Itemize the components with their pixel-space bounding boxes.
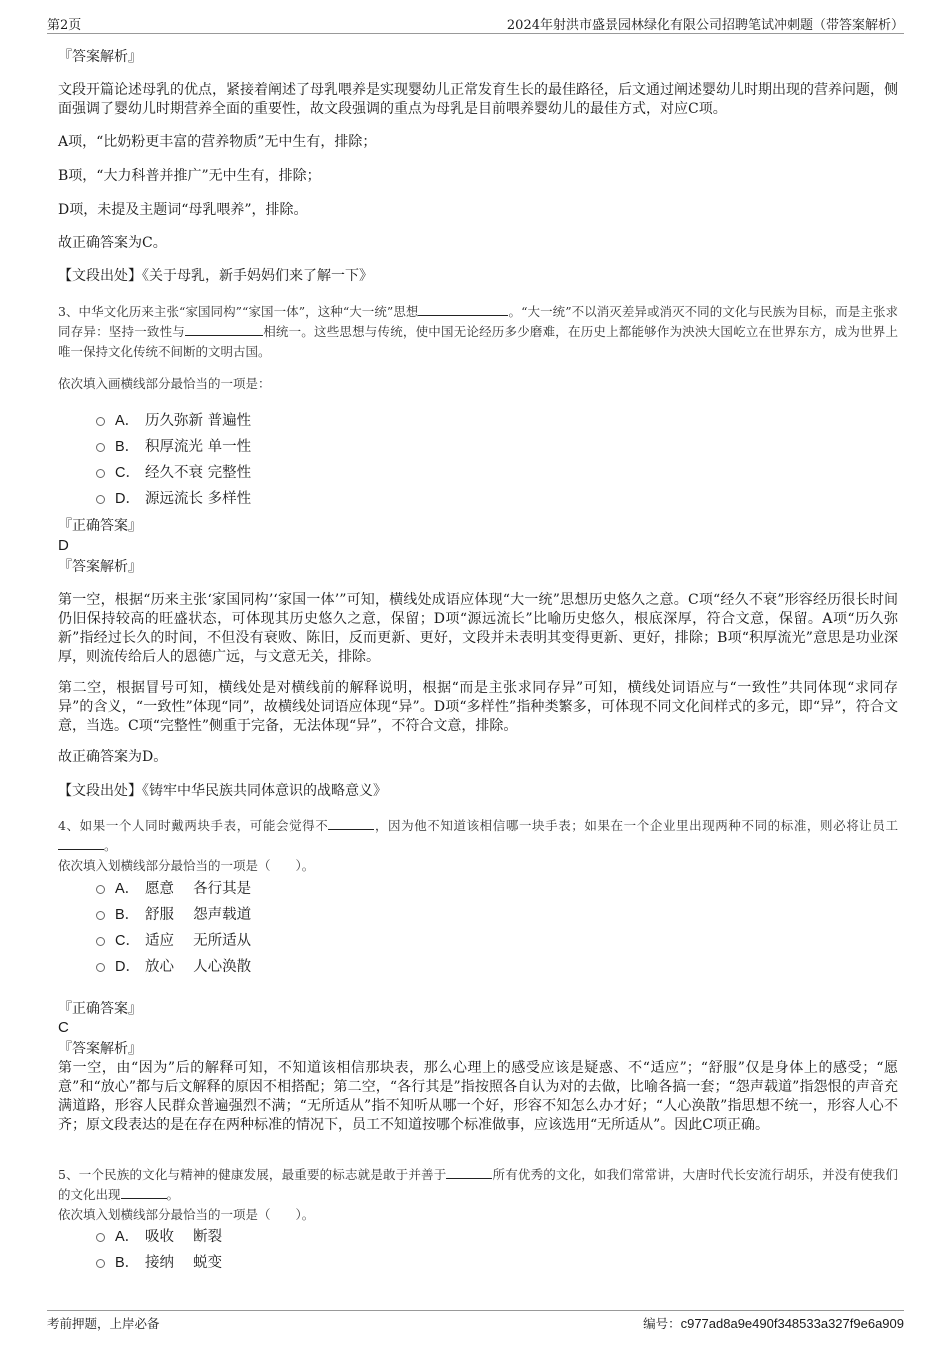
q2-analysis-paragraph-block [58, 81, 898, 119]
q3-analysis-p1-block [58, 591, 898, 667]
q4-analysis-label: 『答案解析』 [58, 1041, 142, 1057]
option-text: 吸收 断裂 [145, 1229, 223, 1245]
q4-correct-label: 『正确答案』 [58, 1001, 142, 1017]
q3-conclusion: 故正确答案为D。 [58, 749, 168, 765]
page-number: 第2页 [47, 18, 82, 33]
q4-option-b[interactable] [96, 904, 251, 926]
q2-option-b-analysis: B项，“大力科普并推广”无中生有，排除； [58, 168, 321, 184]
radio-icon[interactable] [96, 417, 105, 426]
q3-prompt: 依次填入画横线部分最恰当的一项是： [58, 376, 271, 391]
q4-stem-part1: 4、如果一个人同时戴两块手表，可能会觉得不 [58, 818, 329, 833]
q3-stem-text [58, 302, 898, 362]
document-title: 2024年射洪市盛景园林绿化有限公司招聘笔试冲刺题（带答案解析） [506, 18, 904, 33]
option-text: 积厚流光 单一性 [145, 439, 252, 455]
q4-correct-block [58, 1019, 898, 1037]
q2-analysis-label-block [58, 48, 898, 67]
q2-option-d-analysis: D项，未提及主题词“母乳喂养”，排除。 [58, 202, 308, 218]
q3-blank-1 [418, 303, 508, 316]
q4-option-d[interactable] [96, 956, 251, 978]
q3-stem [58, 302, 898, 362]
q3-stem-part2: 。“大一统”不以消灭差异或消灭不同的文化与民族为目标，而是主张求同存异：坚持一致性与 [58, 304, 898, 339]
footer-code [643, 1314, 904, 1332]
q4-prompt: 依次填入划横线部分最恰当的一项是（ ）。 [58, 858, 315, 873]
q3-stem-part3: 相统一。这些思想与传统，使中国无论经历多少磨难，在历史上都能够作为泱泱大国屹立在世界东方，成为世界上唯一保持文化传统不间断的文明古国。 [58, 324, 898, 359]
option-letter: A． [115, 1229, 140, 1245]
q3-stem-part1: 3、中华文化历来主张“家国同构”“家国一体”，这种“大一统”思想 [58, 304, 419, 319]
option-text: 历久弥新 普遍性 [145, 413, 252, 429]
q3-correct-answer: D [58, 537, 69, 554]
radio-icon[interactable] [96, 495, 105, 504]
footer-divider [47, 1310, 904, 1311]
q2-source: 【文段出处】《关于母乳，新手妈妈们来了解一下》 [58, 268, 373, 284]
radio-icon[interactable] [96, 443, 105, 452]
q3-analysis-label-block [58, 558, 898, 577]
q5-stem [58, 1165, 898, 1205]
q5-stem-text [58, 1165, 898, 1205]
q5-prompt-block [58, 1205, 898, 1225]
option-text: 源远流长 多样性 [145, 491, 252, 507]
radio-icon[interactable] [96, 1233, 105, 1242]
option-letter: A． [115, 413, 140, 429]
q3-prompt-block [58, 374, 898, 394]
q3-option-c[interactable] [96, 462, 251, 484]
q3-correct-label: 『正确答案』 [58, 518, 142, 534]
page-footer [47, 1314, 904, 1334]
option-text: 经久不衰 完整性 [145, 465, 252, 481]
q4-option-a[interactable] [96, 878, 251, 900]
q4-stem-part3: 。 [104, 838, 117, 853]
q2-analysis-label: 『答案解析』 [58, 49, 142, 65]
q4-option-c[interactable] [96, 930, 251, 952]
q3-analysis-p2-block [58, 679, 898, 736]
option-letter: B． [115, 907, 140, 923]
q3-analysis-label: 『答案解析』 [58, 559, 142, 575]
q2-b-block [58, 167, 898, 186]
q3-correct-label-block [58, 517, 898, 536]
q5-stem-part3: 。 [166, 1187, 180, 1202]
radio-icon[interactable] [96, 469, 105, 478]
radio-icon[interactable] [96, 885, 105, 894]
radio-icon[interactable] [96, 963, 105, 972]
radio-icon[interactable] [96, 911, 105, 920]
q4-analysis-paragraph: 第一空，由“因为”后的解释可知，不知道该相信那块表，那么心理上的感受应该是疑惑、不“适应”；“舒服”仅是身体上的感受；“愿意”和“放心”都与后文解释的原因不相搭配；第二空，“各行其是”指按照各自认为对的去做，比喻各搞一套；“怨声载道”指怨恨的声音充满道路，形容人民群众普遍强烈不满；“无所适从”指不知听从哪一个好，形容不知怎么办才好；“人心涣散”指思想不统一，形容人心不齐；原文段表达的是在存在两种标准的情况下，员工不知道按哪个标准做事，应该选用“无所适从”。因此C项正确。 [58, 1060, 898, 1133]
q5-option-a[interactable] [96, 1226, 222, 1248]
q3-source-block [58, 782, 898, 801]
option-letter: A． [115, 881, 140, 897]
q4-stem-part2: ，因为他不知道该相信哪一块手表；如果在一个企业里出现两种不同的标准，则必将让员工 [374, 818, 898, 833]
q4-analysis-block [58, 1059, 898, 1135]
q4-stem-text [58, 816, 898, 856]
q4-correct-answer: C [58, 1019, 69, 1036]
option-text: 舒服 怨声载道 [145, 907, 252, 923]
q2-conclusion: 故正确答案为C。 [58, 235, 167, 251]
q5-blank-1 [446, 1166, 492, 1179]
q3-source: 【文段出处】《铸牢中华民族共同体意识的战略意义》 [58, 783, 387, 799]
q4-blank-1 [328, 817, 374, 830]
q5-stem-part2: 所有优秀的文化，如我们常常讲，大唐时代长安流行胡乐，并没有使我们的文化出现 [58, 1167, 898, 1202]
header-divider [47, 33, 904, 34]
q2-source-block [58, 267, 898, 286]
footer-code-value: c977ad8a9e490f348533a327f9e6a909 [680, 1316, 904, 1331]
q4-blank-2 [58, 837, 104, 850]
q4-stem [58, 816, 898, 856]
q2-a-block [58, 133, 898, 152]
q5-prompt: 依次填入划横线部分最恰当的一项是（ ）。 [58, 1207, 315, 1222]
radio-icon[interactable] [96, 1259, 105, 1268]
q3-conclusion-block [58, 748, 898, 767]
q4-correct-label-block [58, 1000, 898, 1019]
option-letter: B． [115, 439, 140, 455]
option-letter: D． [115, 491, 140, 507]
q2-d-block [58, 201, 898, 220]
q3-blank-2 [185, 323, 263, 336]
option-letter: D． [115, 959, 140, 975]
page-header [47, 14, 904, 34]
footer-slogan: 考前押题，上岸必备 [47, 1316, 160, 1331]
q2-conclusion-block [58, 234, 898, 253]
q4-prompt-block [58, 856, 898, 876]
q3-option-a[interactable] [96, 410, 251, 432]
option-text: 适应 无所适从 [145, 933, 252, 949]
q2-analysis-paragraph: 文段开篇论述母乳的优点，紧接着阐述了母乳喂养是实现婴幼儿正常发育生长的最佳路径，后文通过阐述婴幼儿时期出现的营养问题，侧面强调了婴幼儿时期营养全面的重要性，故文段强调的重点为母乳是目前喂养婴幼儿的最佳方式，对应C项。 [58, 82, 898, 117]
q2-option-a-analysis: A项，“比奶粉更丰富的营养物质”无中生有，排除； [58, 134, 377, 150]
q3-option-b[interactable] [96, 436, 251, 458]
footer-code-label: 编号： [643, 1316, 681, 1331]
q5-stem-part1: 5、一个民族的文化与精神的健康发展，最重要的标志就是敢于并善于 [58, 1167, 447, 1182]
radio-icon[interactable] [96, 937, 105, 946]
option-text: 愿意 各行其是 [145, 881, 252, 897]
q3-correct-block [58, 537, 898, 555]
option-letter: C． [115, 465, 140, 481]
option-text: 接纳 蜕变 [145, 1255, 223, 1271]
q3-option-d[interactable] [96, 488, 251, 510]
option-text: 放心 人心涣散 [145, 959, 252, 975]
option-letter: B． [115, 1255, 140, 1271]
q3-analysis-paragraph-1: 第一空，根据“历来主张‘家国同构’‘家国一体’”可知，横线处成语应体现“大一统”思想历史悠久之意。C项“经久不衰”形容经历很长时间仍旧保持较高的旺盛状态，可体现其历史悠久之意，保留；D项“源远流长”比喻历史悠久，根底深厚，符合文意，保留。A项“历久弥新”指经过长久的时间，不但没有衰败、陈旧，反而更新、更好，文段并未表明其变得更新、更好，排除；B项“积厚流光”意思是功业深厚，则流传给后人的恩德广远，与文意无关，排除。 [58, 592, 898, 665]
q5-blank-2 [121, 1186, 167, 1199]
q5-option-b[interactable] [96, 1252, 222, 1274]
option-letter: C． [115, 933, 140, 949]
q4-analysis-label-block [58, 1040, 898, 1059]
q3-analysis-paragraph-2: 第二空，根据冒号可知，横线处是对横线前的解释说明，根据“而是主张求同存异”可知，横线处词语应与“一致性”共同体现“求同存异”的含义，“一致性”体现“同”，故横线处词语应体现“异”。D项“多样性”指种类繁多，可体现不同文化间样式的多元，即“异”，符合文意，当选。C项“完整性”侧重于完备，无法体现“异”，不符合文意，排除。 [58, 680, 898, 734]
